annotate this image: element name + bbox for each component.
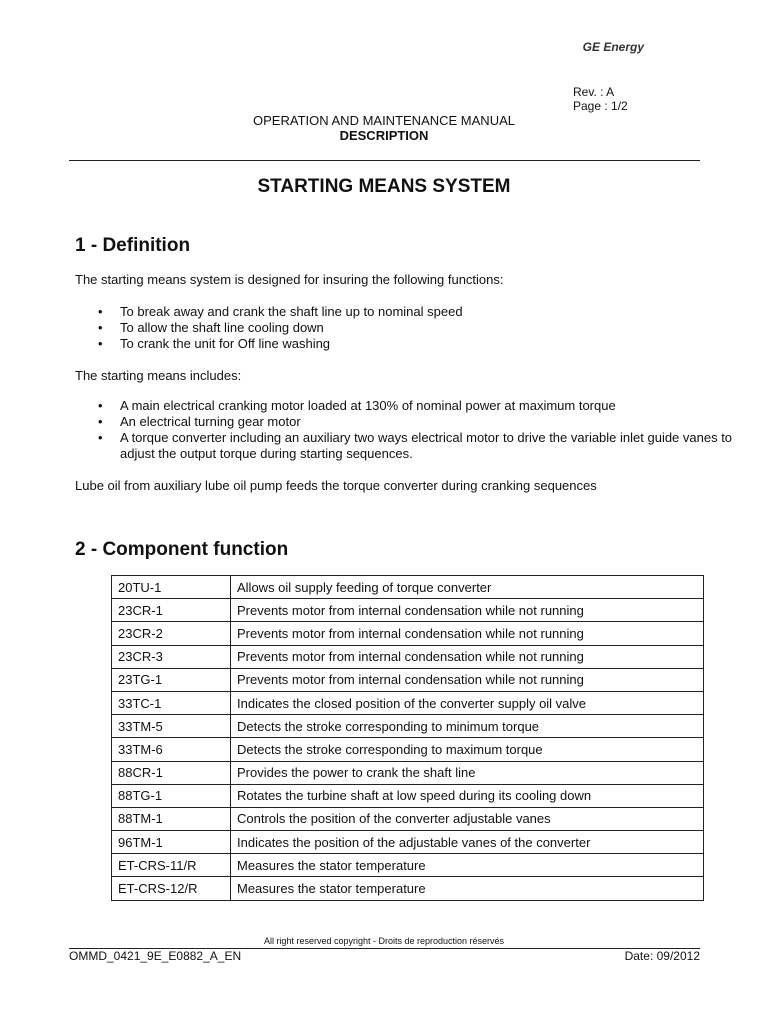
table-row: [112, 622, 704, 645]
manual-subtitle: DESCRIPTION: [339, 128, 429, 143]
list-item: • To allow the shaft line cooling down: [98, 320, 324, 335]
component-table: [111, 575, 704, 901]
component-function: Prevents motor from internal condensation while not running: [231, 599, 704, 622]
document-title: STARTING MEANS SYSTEM: [257, 176, 511, 197]
table-row: [112, 599, 704, 622]
bullet-icon: •: [98, 414, 103, 429]
table-row: [112, 691, 704, 714]
component-code: 33TC-1: [112, 691, 231, 714]
list-item: • A torque converter including an auxiliary two ways electrical motor to drive the variable inlet guide vanes to adjust the output torque during starting sequences.: [98, 430, 733, 461]
component-function: Detects the stroke corresponding to maximum torque: [231, 738, 704, 761]
table-row: [112, 668, 704, 691]
section-heading-component-function: 2 - Component function: [75, 539, 289, 560]
manual-header: [0, 113, 768, 143]
revision-label: Rev. : A: [573, 85, 615, 99]
component-code: 88CR-1: [112, 761, 231, 784]
header-divider: [69, 160, 700, 161]
page-number: Page : 1/2: [573, 99, 628, 113]
document-date: Date: 09/2012: [624, 949, 700, 963]
company-name: GE Energy: [582, 40, 644, 54]
table-row: [112, 715, 704, 738]
bullet-icon: •: [98, 430, 103, 445]
component-function: Indicates the position of the adjustable vanes of the converter: [231, 831, 704, 854]
section-heading-definition: 1 - Definition: [75, 235, 191, 256]
definition-intro: The starting means system is designed for insuring the following functions:: [75, 272, 504, 287]
component-function: Indicates the closed position of the converter supply oil valve: [231, 691, 704, 714]
component-function: Prevents motor from internal condensation while not running: [231, 622, 704, 645]
component-function: Measures the stator temperature: [231, 854, 704, 877]
component-code: ET-CRS-12/R: [112, 877, 231, 900]
includes-list: [75, 398, 760, 462]
revision-block: [573, 85, 628, 113]
component-function: Rotates the turbine shaft at low speed during its cooling down: [231, 784, 704, 807]
table-row: [112, 831, 704, 854]
component-code: 23CR-3: [112, 645, 231, 668]
component-code: 23CR-2: [112, 622, 231, 645]
table-row: [112, 645, 704, 668]
component-function: Detects the stroke corresponding to minimum torque: [231, 715, 704, 738]
component-function: Controls the position of the converter adjustable vanes: [231, 807, 704, 830]
bullet-icon: •: [98, 320, 103, 335]
table-row: [112, 784, 704, 807]
component-code: 33TM-5: [112, 715, 231, 738]
includes-intro: The starting means includes:: [75, 368, 242, 383]
component-code: 96TM-1: [112, 831, 231, 854]
bullet-icon: •: [98, 336, 103, 351]
table-row: [112, 738, 704, 761]
lube-note: Lube oil from auxiliary lube oil pump feeds the torque converter during cranking sequences: [75, 478, 597, 493]
component-function: Prevents motor from internal condensation while not running: [231, 668, 704, 691]
list-item: • An electrical turning gear motor: [98, 414, 301, 429]
table-row: [112, 761, 704, 784]
table-row: [112, 576, 704, 599]
component-code: 88TG-1: [112, 784, 231, 807]
table-row: [112, 807, 704, 830]
functions-list: [75, 304, 760, 352]
bullet-icon: •: [98, 304, 103, 319]
document-id: OMMD_0421_9E_E0882_A_EN: [69, 949, 242, 963]
copyright-notice: All right reserved copyright - Droits de reproduction réservés: [263, 936, 505, 946]
component-code: 20TU-1: [112, 576, 231, 599]
component-code: 23TG-1: [112, 668, 231, 691]
component-function: Allows oil supply feeding of torque converter: [231, 576, 704, 599]
component-function: Measures the stator temperature: [231, 877, 704, 900]
component-code: ET-CRS-11/R: [112, 854, 231, 877]
list-item: • To crank the unit for Off line washing: [98, 336, 331, 351]
table-row: [112, 854, 704, 877]
list-item: • To break away and crank the shaft line up to nominal speed: [98, 304, 463, 319]
bullet-icon: •: [98, 398, 103, 413]
list-item: • A main electrical cranking motor loaded at 130% of nominal power at maximum torque: [98, 398, 616, 413]
component-code: 33TM-6: [112, 738, 231, 761]
table-row: [112, 877, 704, 900]
component-function: Provides the power to crank the shaft line: [231, 761, 704, 784]
manual-title: OPERATION AND MAINTENANCE MANUAL: [253, 113, 515, 128]
component-code: 23CR-1: [112, 599, 231, 622]
component-function: Prevents motor from internal condensation while not running: [231, 645, 704, 668]
component-code: 88TM-1: [112, 807, 231, 830]
